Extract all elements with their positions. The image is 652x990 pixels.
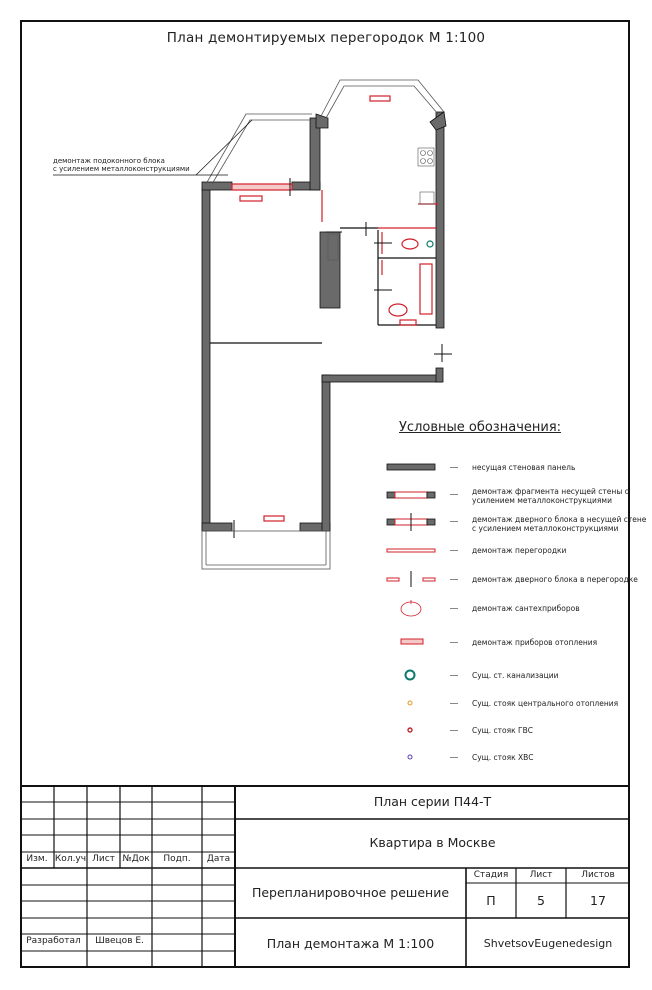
legend-dash	[450, 521, 458, 522]
tb-sheet-label: Лист	[529, 870, 553, 880]
tb-header-izm: Изм.	[26, 854, 48, 864]
tb-sheets: 17	[590, 893, 606, 908]
legend-dash	[450, 675, 458, 676]
legend-item-wall-door-line1: демонтаж дверного блока в несущей стене	[472, 515, 647, 524]
legend-dash	[450, 757, 458, 758]
legend-item-sewer: Сущ. ст. канализации	[472, 671, 559, 680]
legend-item-wall-fragment	[472, 487, 629, 505]
legend-item-heating: Сущ. стояк центрального отопления	[472, 699, 619, 708]
legend-item-cold-water: Сущ. стояк ХВС	[472, 753, 534, 762]
legend-item-wall-door	[472, 515, 646, 533]
tb-stage: П	[486, 893, 496, 908]
tb-developer: Швецов Е.	[95, 936, 144, 946]
legend-dash	[450, 642, 458, 643]
drawing-title: План демонтируемых перегородок М 1:100	[166, 30, 486, 46]
legend-dash	[450, 703, 458, 704]
legend-dash	[450, 550, 458, 551]
legend-item-partition-door: демонтаж дверного блока в перегородке	[472, 575, 638, 584]
legend-dash	[450, 730, 458, 731]
legend-item-radiator: демонтаж приборов отопления	[472, 638, 598, 647]
tb-header-doc: №Док	[122, 854, 150, 864]
tb-header-date: Дата	[206, 854, 231, 864]
tb-header-podp: Подп.	[163, 854, 191, 864]
tb-header-list: Лист	[92, 854, 115, 864]
legend-item-bearing-wall: несущая стеновая панель	[472, 463, 576, 472]
annotation-line-1: демонтаж подоконного блока	[53, 157, 165, 165]
tb-object: Квартира в Москве	[369, 835, 496, 850]
tb-solution: Перепланировочное решение	[251, 885, 450, 900]
legend-dash	[450, 579, 458, 580]
legend-dash	[450, 467, 458, 468]
legend-item-partition: демонтаж перегородки	[472, 546, 567, 555]
tb-company: ShvetsovEugenedesign	[483, 937, 613, 950]
legend-item-wall-door-line2: с усилением металлоконструкциями	[472, 524, 619, 533]
tb-series: План серии П44-Т	[373, 794, 492, 809]
legend-item-wall-fragment-line1: демонтаж фрагмента несущей стены с	[472, 487, 629, 496]
tb-sheet: 5	[537, 893, 545, 908]
tb-sheets-label: Листов	[581, 870, 615, 880]
tb-developed-label: Разработал	[26, 936, 81, 946]
legend-item-hot-water: Сущ. стояк ГВС	[472, 726, 533, 735]
legend-dash	[450, 494, 458, 495]
legend-dash	[450, 608, 458, 609]
annotation-line-2: с усилением металлоконструкциями	[53, 165, 190, 173]
tb-drawing-name: План демонтажа М 1:100	[266, 936, 435, 951]
legend-item-wall-fragment-line2: усилением металлоконструкциями	[472, 496, 612, 505]
tb-stage-label: Стадия	[473, 870, 509, 880]
legend-title: Условные обозначения:	[399, 420, 562, 435]
window-demolition-annotation	[53, 157, 190, 173]
legend-item-plumbing: демонтаж сантехприборов	[472, 604, 580, 613]
tb-header-koluch: Кол.уч	[54, 854, 87, 864]
